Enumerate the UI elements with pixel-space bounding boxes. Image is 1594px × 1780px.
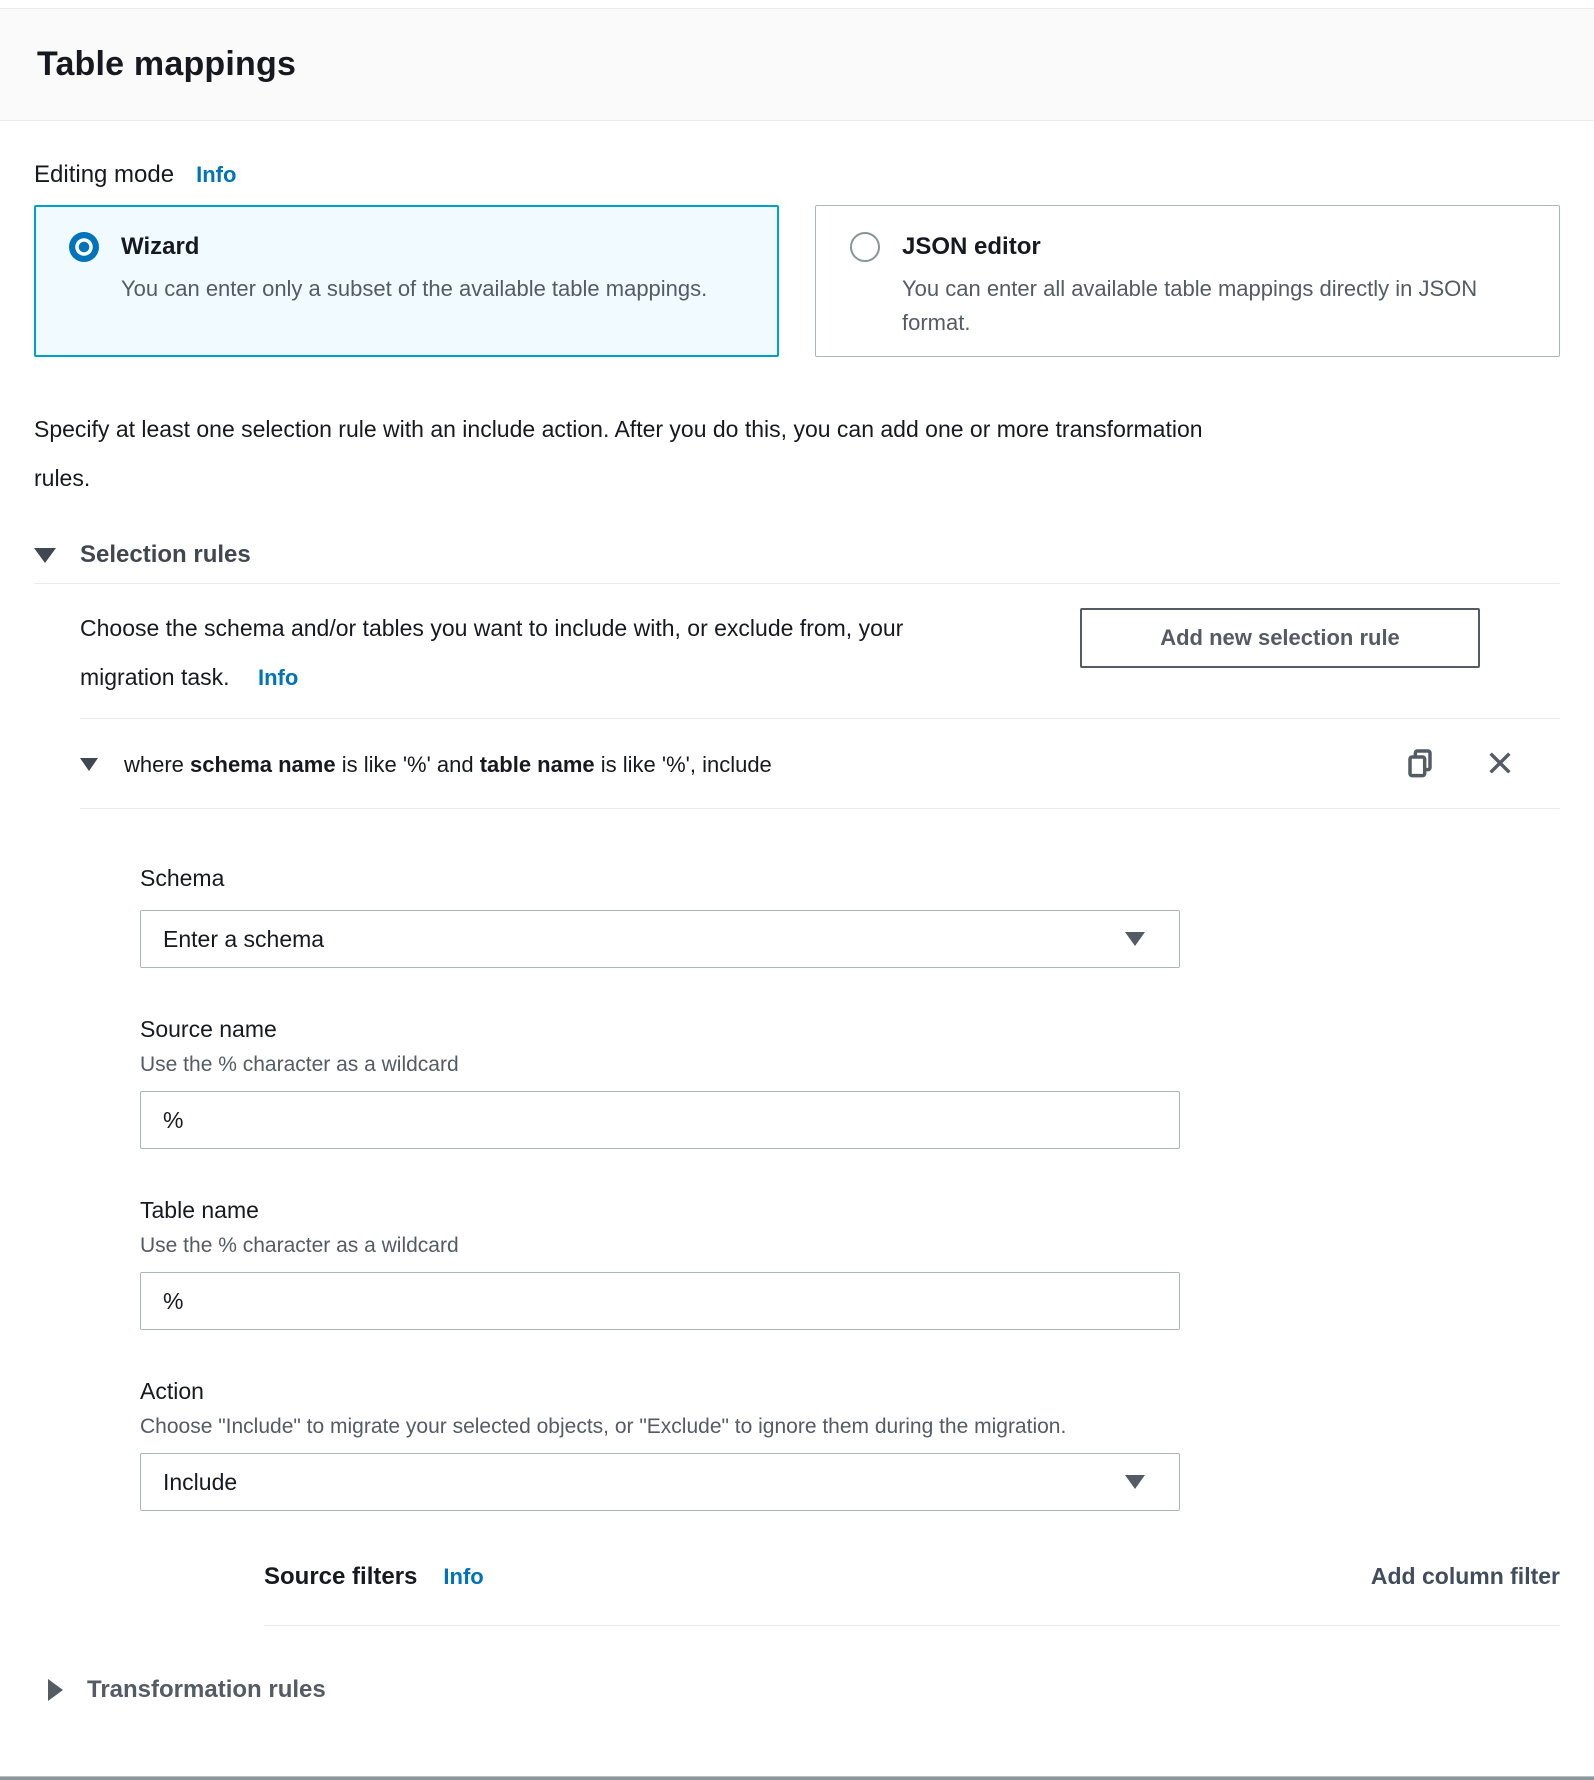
selection-rules-body: [80, 604, 1560, 1626]
chevron-right-icon: [48, 1679, 63, 1701]
divider: [34, 583, 1560, 584]
divider: [264, 1625, 1560, 1626]
intro-line1: Specify at least one selection rule with an include action. After you do this, you can add one or more transformation: [34, 416, 1203, 442]
radio-selected-icon[interactable]: [69, 232, 99, 262]
editing-mode-label: Editing mode: [34, 161, 175, 188]
source-name-label: Source name: [140, 1016, 277, 1042]
option-card-wizard[interactable]: [34, 205, 779, 357]
action-select[interactable]: [140, 1453, 1180, 1511]
source-filters-row: [264, 1563, 1560, 1591]
chevron-down-icon: [1125, 932, 1145, 946]
schema-select-value: Enter a schema: [163, 925, 325, 952]
table-name-label: Table name: [140, 1197, 259, 1223]
add-new-selection-rule-button[interactable]: Add new selection rule: [1080, 608, 1480, 668]
add-column-filter-button[interactable]: Add column filter: [1370, 1563, 1560, 1589]
rule-form: [140, 865, 1560, 1511]
intro-text: [34, 405, 1560, 503]
action-label: Action: [140, 1378, 204, 1404]
intro-line2: rules.: [34, 465, 91, 491]
schema-field: [140, 865, 1560, 968]
close-icon: [1484, 747, 1516, 782]
option-json-label: JSON editor: [902, 233, 1041, 260]
editing-mode-options: [34, 205, 1560, 357]
option-wizard-description: You can enter only a subset of the available table mappings.: [121, 276, 708, 301]
selection-rules-title: Selection rules: [80, 541, 251, 568]
option-wizard-label: Wizard: [121, 233, 200, 260]
description-line1: Choose the schema and/or tables you want to include with, or exclude from, your: [80, 615, 904, 641]
chevron-down-icon: [34, 548, 56, 563]
source-name-field: [140, 1016, 1560, 1149]
description-line2: migration task. Info: [80, 664, 299, 690]
transformation-rules-title: Transformation rules: [87, 1676, 326, 1703]
chevron-down-icon: [1125, 1475, 1145, 1489]
source-filters-info-link[interactable]: Info: [443, 1564, 484, 1589]
table-name-input[interactable]: [140, 1272, 1180, 1330]
source-filters-label: Source filters: [264, 1563, 418, 1590]
section-header-band: [0, 8, 1594, 121]
action-select-value: Include: [163, 1468, 238, 1495]
selection-rules-info-link[interactable]: Info: [257, 665, 299, 690]
copy-icon: [1404, 745, 1436, 784]
selection-rules-header[interactable]: [34, 541, 1560, 569]
main-content: [0, 161, 1594, 1704]
duplicate-rule-button[interactable]: [1404, 745, 1436, 784]
schema-select[interactable]: [140, 910, 1180, 968]
action-hint: Choose "Include" to migrate your selected objects, or "Exclude" to ignore them during the migration.: [140, 1415, 1067, 1438]
transformation-rules-header[interactable]: [34, 1676, 1560, 1704]
horizontal-scrollbar[interactable]: [0, 1776, 1594, 1780]
divider: [80, 808, 1560, 809]
source-name-input[interactable]: [140, 1091, 1180, 1149]
remove-rule-button[interactable]: [1484, 747, 1516, 782]
source-name-hint: Use the % character as a wildcard: [140, 1053, 459, 1076]
radio-unselected-icon[interactable]: [850, 232, 880, 262]
action-field: [140, 1378, 1560, 1511]
rule-summary: where schema name is like '%' and table name is like '%', include: [124, 751, 772, 777]
schema-label: Schema: [140, 865, 225, 891]
rule-expand-chevron-down-icon[interactable]: [80, 758, 98, 771]
selection-rules-description-row: [80, 604, 1560, 702]
table-name-hint: Use the % character as a wildcard: [140, 1234, 459, 1257]
option-card-json-editor[interactable]: [815, 205, 1560, 357]
option-json-description: You can enter all available table mappings directly in JSON format.: [902, 276, 1478, 335]
rule-header-row: [80, 719, 1560, 808]
page-title: Table mappings: [37, 45, 297, 83]
editing-mode-row: [34, 161, 1560, 189]
table-name-field: [140, 1197, 1560, 1330]
editing-mode-info-link[interactable]: Info: [196, 162, 237, 187]
selection-rules-description: [80, 604, 1080, 702]
